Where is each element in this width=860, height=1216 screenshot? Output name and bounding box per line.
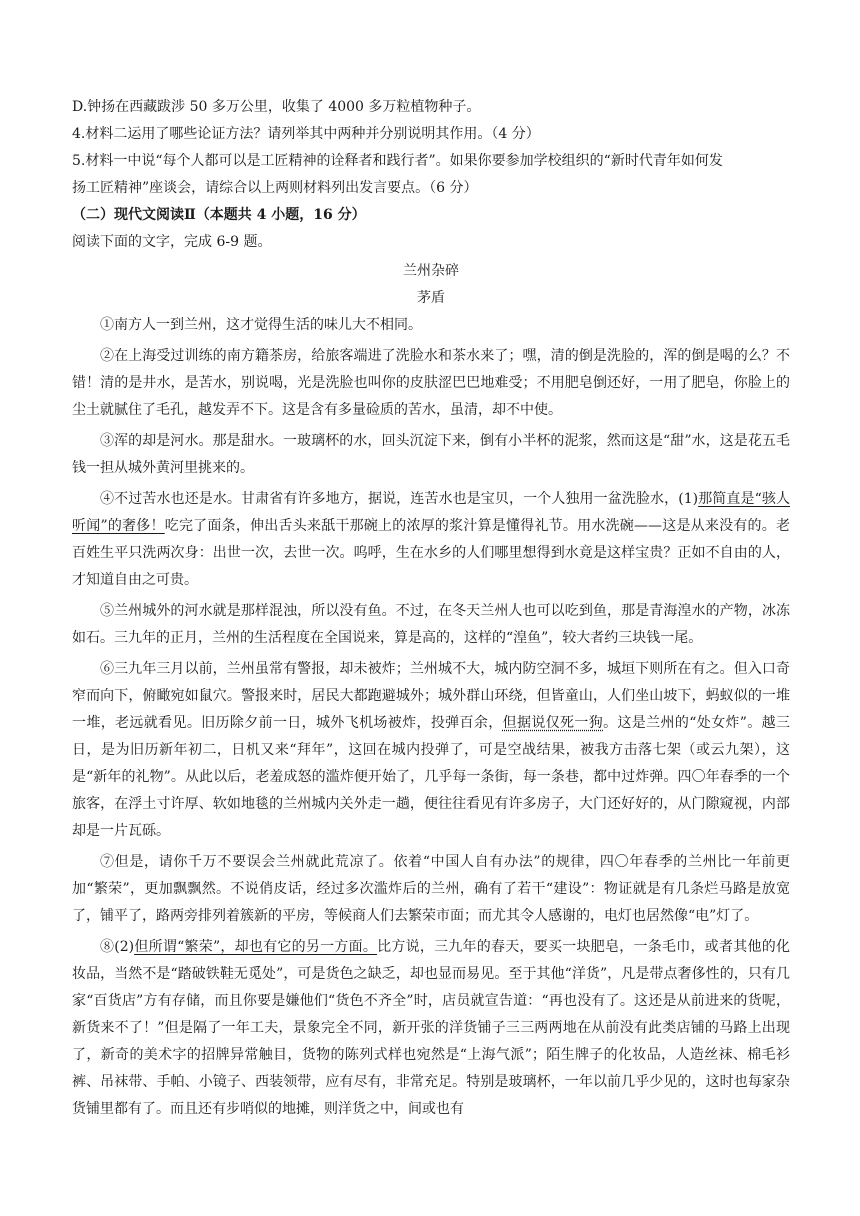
paragraph-8-text-a: ⑧(2) [100,939,135,955]
paragraph-5: ⑤兰州城外的河水就是那样混浊，所以没有鱼。不过，在冬天兰州人也可以吃到鱼，那是青海湟水的产物，冰冻如石。三九年的正月，兰州的生活程度在全国说来，算是高的，这样的“湟鱼”，较大者约三块钱一尾。 [72,603,790,646]
paragraph-2: ②在上海受过训练的南方籍茶房，给旅客端进了洗脸水和茶水来了；嘿，清的倒是洗脸的，浑的倒是喝的么？不错！清的是井水，是苦水，别说喝，光是洗脸也叫你的皮肤涩巴巴地难受；不用肥皂倒还好，一用了肥皂，你脸上的尘土就腻住了毛孔，越发弄不下。这是含有多量硷质的苦水，虽清，却不中使。 [72,348,790,418]
paragraph-6-text-b: 。这是兰州的“处女炸”。越三日，是为旧历新年初二，日机又来“拜年”，这回在城内投弹了，可是空战结果，被我方击落七架（或云九架），这是“新年的礼物”。从此以后，老羞成怒的滥炸便开始了，几乎每一条街，每一条巷，都中过炸弹。四〇年春季的一个旅客，在浮土寸许厚、软如地毯的兰州城内关外走一趟，便往往看见有许多房子，大门还好好的，从门隙窥视，内部却是一片瓦砾。 [72,715,791,839]
question-5-line-2: 扬工匠精神”座谈会，请综合以上两则材料列出发言要点。（6 分） [72,180,478,196]
paragraph-7: ⑦但是，请你千万不要误会兰州就此荒凉了。依着“中国人自有办法”的规律，四〇年春季的兰州比一年前更加“繁荣”，更加飘飘然。不说俏皮话，经过多次滥炸后的兰州，确有了若干“建设”：物证就是有几条烂马路是放宽了，铺平了，路两旁排列着簇新的平房，等候商人们去繁荣市面；而尤其令人感谢的，电灯也居然像“电”灯了。 [72,854,790,924]
paragraph-1: ①南方人一到兰州，这才觉得生活的味儿大不相同。 [100,317,422,333]
underlined-sentence-2: 但所谓“繁荣”，却也有它的另一方面。 [134,939,378,955]
paragraph-6 [72,656,790,845]
question-3-option-d: D.钟扬在西藏跋涉 50 多万公里，收集了 4000 多万粒植物种子。 [72,99,481,115]
paragraph-6-text-a: ⑥三九年三月以前，兰州虽常有警报，却未被炸；兰州城不大，城内防空洞不多，城垣下则所在有之。但入口奇窄而向下，俯瞰宛如鼠穴。警报来时，居民大都跑避城外；城外群山环绕，但皆童山，人们坐山坡下，蚂蚁似的一堆一堆，老远就看见。旧历除夕前一日，城外飞机场被炸，投弹百余， [72,661,790,731]
article-title: 兰州杂碎 [403,263,459,279]
question-5-line-1: 5.材料一中说“每个人都可以是工匠精神的诠释者和践行者”。如果你要参加学校组织的“新时代青年如何发 [72,153,723,169]
paragraph-4-text-b: 吃完了面条，伸出舌头来舐干那碗上的浓厚的浆汁算是懂得礼节。用水洗碗——这是从来没有的。老百姓生平只洗两次身：出世一次，去世一次。呜呼，生在水乡的人们哪里想得到水竟是这样宝贵？正如不自由的人，才知道自由之可贵。 [72,518,790,588]
section-heading: （二）现代文阅读Ⅱ（本题共 4 小题，16 分） [72,207,366,223]
reading-instruction: 阅读下面的文字，完成 6-9 题。 [72,234,272,250]
dotted-phrase: 但据说仅死一狗 [502,715,604,731]
paragraph-4-text-a: ④不过苦水也还是水。甘肃省有许多地方，据说，连苦水也是宝贝，一个人独用一盆洗脸水，(1) [100,491,699,507]
article-body [72,312,790,1123]
document-page [72,94,790,1123]
article-author: 茅盾 [417,290,445,306]
paragraph-8 [72,934,790,1123]
paragraph-4 [72,486,790,594]
question-4: 4.材料二运用了哪些论证方法？请列举其中两种并分别说明其作用。（4 分） [72,126,540,142]
paragraph-8-text-b: 比方说，三九年的春天，要买一块肥皂，一条毛巾，或者其他的化妆品，当然不是“踏破铁鞋无觅处”，可是货色之缺乏，却也显而易见。至于其他“洋货”，凡是带点奢侈性的，只有几家“百货店”方有存储，而且你要是嫌他们“货色不齐全”时，店员就宣告道：“再也没有了。这还是从前进来的货呢，新货来不了！”但是隔了一年工夫，景象完全不同，新开张的洋货铺子三三两两地在从前没有此类店铺的马路上出现了，新奇的美术字的招牌异常触目，货物的陈列式样也宛然是“上海气派”；陌生牌子的化妆品，人造丝袜、棉毛衫裤、吊袜带、手帕、小镜子、西装领带，应有尽有，非常充足。特别是玻璃杯，一年以前几乎少见的，这时也每家杂货铺里都有了。而且还有步哨似的地摊，则洋货之中，间或也有 [72,939,790,1117]
underlined-sentence-1: 那简直是“骇人听闻”的奢侈！ [72,491,790,534]
paragraph-3: ③浑的却是河水。那是甜水。一玻璃杯的水，回头沉淀下来，倒有小半杯的泥浆，然而这是“甜”水，这是花五毛钱一担从城外黄河里挑来的。 [72,433,790,476]
